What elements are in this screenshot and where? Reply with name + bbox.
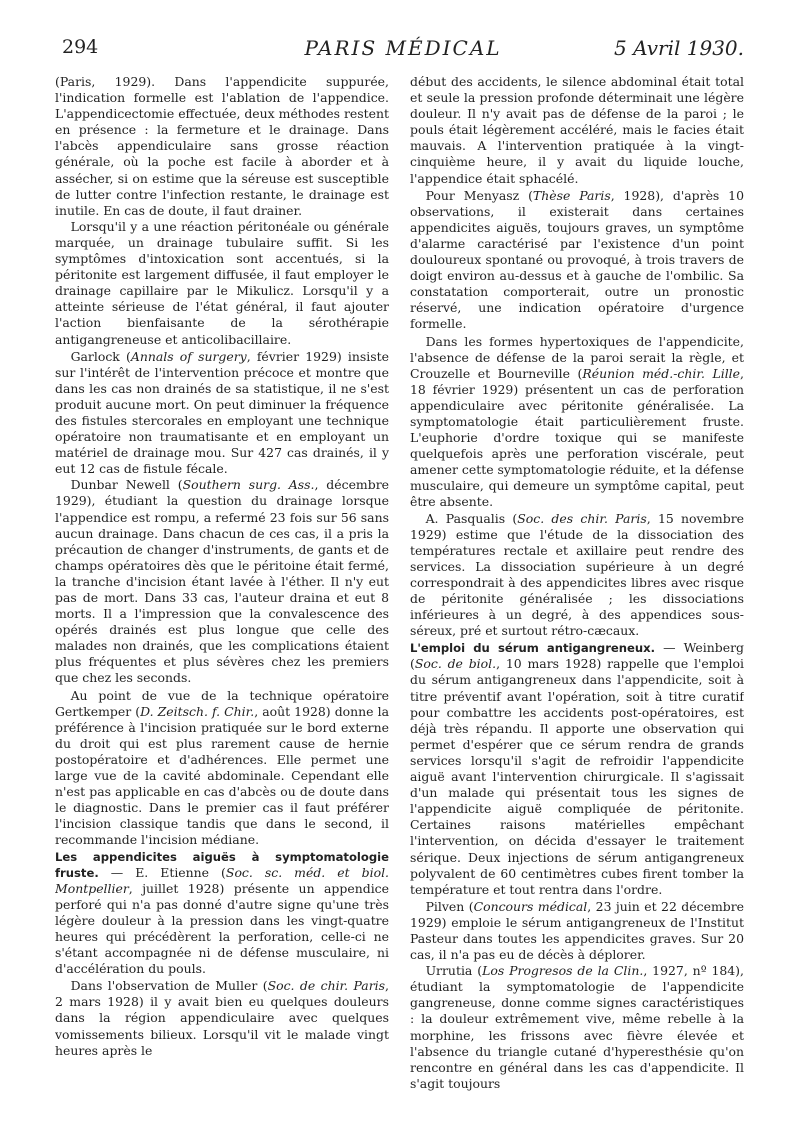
section-paragraph xyxy=(410,640,744,898)
citation-source: Soc. de biol. xyxy=(414,656,497,672)
text-run: Dans l'observation de Muller ( xyxy=(70,978,268,994)
paragraph xyxy=(55,688,389,849)
text-run: , février 1929) insiste sur l'intérêt de l'intervention précoce et montre que dans les cas non drainés de sa statistique, il ne s'est produit aucune mort. On peut diminuer la fréquence des fistules stercorales en employant une technique opératoire non traumatisante et en employant un matériel de drainage mou. Sur 427 cas drainés, il y eut 12 cas de fistule fécale. xyxy=(55,348,389,477)
text-run: , 23 juin et 22 décembre 1929) emploie le sérum antigangreneux de l'Institut Pasteur dans toutes les appendicites graves. Sur 20 cas, il n'a pas eu de décès à déplorer. xyxy=(410,898,744,963)
paragraph xyxy=(55,349,389,478)
text-run: , 1927, nº 184), étudiant la symptomatologie de l'appendicite gangreneuse, donne comme signes caractéristiques : la douleur extrêmement vive, même rebelle à la morphine, les frissons avec fièvre élevée et l'absence du triangle cutané d'hyperesthésie qu'on rencontre en général dans les cas d'appendicite. Il s'agit toujours xyxy=(410,963,744,1091)
text-run: — Weinberg ( xyxy=(410,640,744,672)
text-run: , juillet 1928) présente un appendice perforé qui n'a pas donné d'autre signe qu'une très légère douleur à la pression dans les vingt-quatre heures qui précédèrent la perforation, celle-ci ne s'étant accompagnée ni de défense musculaire, ni d'accélération du pouls. xyxy=(55,880,389,977)
paragraph xyxy=(55,74,389,219)
citation-source: Los Progresos de la Clin. xyxy=(482,963,644,979)
text-run: , août 1928) donne la préférence à l'incision pratiquée sur le bord externe du droit qui est plus rarement cause de hernie postopératoire et d'adhérences. Elle permet une large vue de la cavité abdominale. Cependant elle n'est pas applicable en cas d'abcès ou de doute dans le diagnostic. Dans le premier cas il faut préférer l'incision classique tandis que dans le second, il recommande l'incision médiane. xyxy=(55,703,389,848)
paragraph xyxy=(55,978,389,1058)
paragraph xyxy=(410,511,744,640)
text-run: , 15 novembre 1929) estime que l'étude de la dissociation des températures rectale et axillaire peut rendre des services. La dissociation supérieure à un degré correspondrait à des appendicites libres avec risque de péritonite généralisée ; les dissociations inférieures à un degré, à des appendices sous-séreux, pré et surtout rétro-cæcaux. xyxy=(410,510,744,639)
text-run: — E. Etienne ( xyxy=(98,864,226,880)
section-heading: L'emploi du sérum antigangreneux. xyxy=(410,641,656,656)
citation-source: Soc. sc. méd. et biol. Montpellier xyxy=(55,864,389,896)
issue-date: 5 Avril 1930. xyxy=(614,36,744,60)
citation-source: Soc. des chir. Paris xyxy=(517,510,647,526)
citation-source: D. Zeitsch. f. Chir. xyxy=(140,703,255,719)
text-run: Dans les formes hypertoxiques de l'appendicite, l'absence de défense de la paroi serait la règle, et Crouzelle et Bourneville ( xyxy=(410,333,744,381)
section-heading: Les appendicites aiguës à symptomatologie fruste. xyxy=(55,849,389,880)
text-run: , 1928), d'après 10 observations, il existerait dans certaines appendicites aiguës, toujours graves, un symptôme d'alarme caractérisé par l'existence d'un point douloureux spontané ou provoqué, à trois travers de doigt environ au-dessus et à gauche de l'ombilic. Sa constatation comporterait, outre un pronostic réservé, une indication opératoire d'urgence formelle. xyxy=(410,187,744,332)
running-header xyxy=(62,32,744,68)
text-run: , 10 mars 1928) rappelle que l'emploi du sérum antigangreneux dans l'appendicite, soit à titre préventif avant l'opération, soit à titre curatif pour combattre les accidents post-opératoires, est déjà très répandu. Il apporte une observation qui permet d'espérer que ce sérum rendra de grands services lorsqu'il s'agit de refroidir l'appendicite aiguë avant l'intervention chirurgicale. Il s'agissait d'un malade qui présentait tous les signes de l'appendicite aiguë compliquée de péritonite. Certaines raisons matérielles empêchant l'intervention, on décida d'essayer le traitement sérique. Deux injections de sérum antigangreneux polyvalent de 60 centimètres cubes firent tomber la température et tout rentra dans l'ordre. xyxy=(410,656,744,897)
text-run: A. Pasqualis ( xyxy=(425,510,518,526)
text-run: Lorsqu'il y a une réaction péritonéale ou générale marquée, un drainage tubulaire suffit. Si les symptômes d'intoxication sont accentués, si la péritonite est largement diffusée, il faut employer le drainage capillaire par le Mikulicz. Lorsqu'il y a atteinte sérieuse de l'état général, il faut ajouter l'action bienfaisante de la sérothérapie antigangreneuse et anticolibacillaire. xyxy=(55,218,389,347)
paragraph xyxy=(410,188,744,333)
text-run: Au point de vue de la technique opératoire Gertkemper ( xyxy=(55,687,389,719)
journal-title: PARIS MÉDICAL xyxy=(304,36,502,60)
text-run: Pilven ( xyxy=(425,898,474,914)
citation-source: Southern surg. Ass. xyxy=(182,477,315,493)
citation-source: Annals of surgery xyxy=(130,348,247,364)
text-run: , 18 février 1929) présentent un cas de perforation appendiculaire avec péritonite généralisée. La symptomatologie était particulièrement fruste. L'euphorie d'ordre toxique qui se manifeste quelquefois après une perforation viscérale, peut amener cette symptomatologie réduite, et la défense musculaire, qui demeure un symptôme capital, peut être absente. xyxy=(410,365,744,510)
paragraph xyxy=(410,334,744,511)
paragraph xyxy=(55,477,389,686)
text-run: Pour Menyasz ( xyxy=(425,187,533,203)
text-run: début des accidents, le silence abdominal était total et seule la pression profonde déterminait une légère douleur. Il n'y avait pas de défense de la paroi ; le pouls était légèrement accéléré, mais le facies était mauvais. A l'intervention pratiquée à la vingt-cinquième heure, il y avait du liquide louche, l'appendice était sphacélé. xyxy=(410,74,744,186)
right-column xyxy=(410,74,744,1134)
text-run: Garlock ( xyxy=(70,348,131,364)
text-run: (Paris, 1929). Dans l'appendicite suppurée, l'indication formelle est l'ablation de l'appendice. L'appendicectomie effectuée, deux méthodes restent en présence : la fermeture et le drainage. Dans l'abcès appendiculaire sans grosse réaction générale, où la poche est facile à aborder et à assécher, si on estime que la séreuse est susceptible de lutter contre l'infection restante, le drainage est inutile. En cas de doute, il faut drainer. xyxy=(55,74,389,218)
paragraph xyxy=(410,74,744,187)
paragraph xyxy=(410,899,744,963)
citation-source: Thèse Paris xyxy=(532,187,611,203)
paragraph xyxy=(55,219,389,348)
citation-source: Concours médical xyxy=(473,898,588,914)
section-paragraph xyxy=(55,849,389,978)
citation-source: Soc. de chir. Paris xyxy=(267,978,386,994)
text-run: , décembre 1929), étudiant la question du drainage lorsque l'appendice est rompu, a refermé 23 fois sur 56 sans aucun drainage. Dans chacun de ces cas, il a pris la précaution de changer d'instruments, de gants et de champs opératoires dès que le péritoine était fermé, la tranche d'incision étant lavée à l'éther. Il n'y eut pas de mort. Dans 33 cas, l'auteur draina et eut 8 morts. Il a l'impression que la convalescence des opérés drainés est plus longue que celle des malades non drainés, que les complications étaient plus fréquentes et plus sévères chez les premiers que chez les seconds. xyxy=(55,477,389,686)
text-run: , 2 mars 1928) il y avait bien eu quelques douleurs dans la région appendiculaire avec quelques vomissements bilieux. Lorsqu'il vit le malade vingt heures après le xyxy=(55,978,389,1058)
citation-source: Réunion méd.-chir. Lille xyxy=(582,365,741,381)
text-run: Urrutia ( xyxy=(425,963,483,979)
left-column xyxy=(55,74,389,1134)
text-run: Dunbar Newell ( xyxy=(70,477,183,493)
page-number: 294 xyxy=(62,36,99,58)
paragraph xyxy=(410,963,744,1092)
